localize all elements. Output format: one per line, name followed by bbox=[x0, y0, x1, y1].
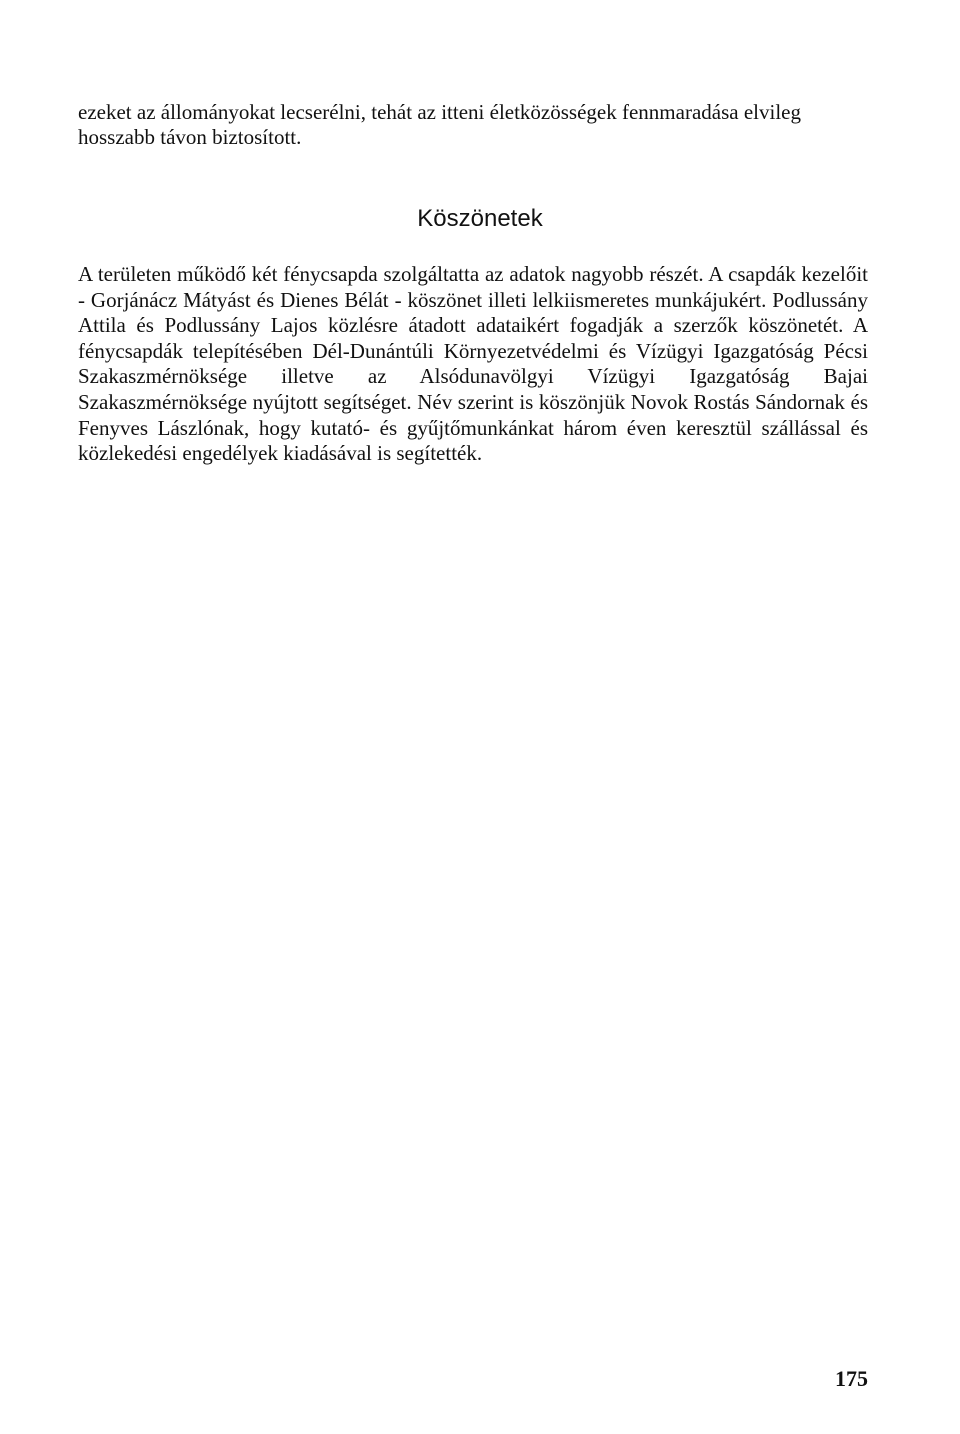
acknowledgement-paragraph: A területen működő két fénycsapda szolgáltatta az adatok nagyobb részét. A csapdák kezelőit - Gorjánácz Mátyást és Dienes Bélát - köszönet illeti lelkiismeretes munkájukért. Podlussány Attila és Podlussány Lajos közlésre átadott adataikért fogadják a szerzők köszönetét. A fénycsapdák telepítésében Dél-Dunántúli Környezetvédelmi és Vízügyi Igazgatóság Pécsi Szakaszmérnöksége illetve az Alsódunavölgyi Vízügyi Igazgatóság Bajai Szakaszmérnöksége nyújtott segítséget. Név szerint is köszönjük Novok Rostás Sándornak és Fenyves Lászlónak, hogy kutató- és gyűjtőmunkánkat három éven keresztül szállással és közlekedési engedélyek kiadásával is segítették. bbox=[78, 262, 868, 466]
section-heading: Köszönetek bbox=[417, 205, 543, 232]
page-number: 175 bbox=[835, 1366, 868, 1391]
intro-paragraph: ezeket az állományokat lecserélni, tehát az itteni életközösségek fennmaradása elvileg hosszabb távon biztosított. bbox=[78, 100, 801, 149]
